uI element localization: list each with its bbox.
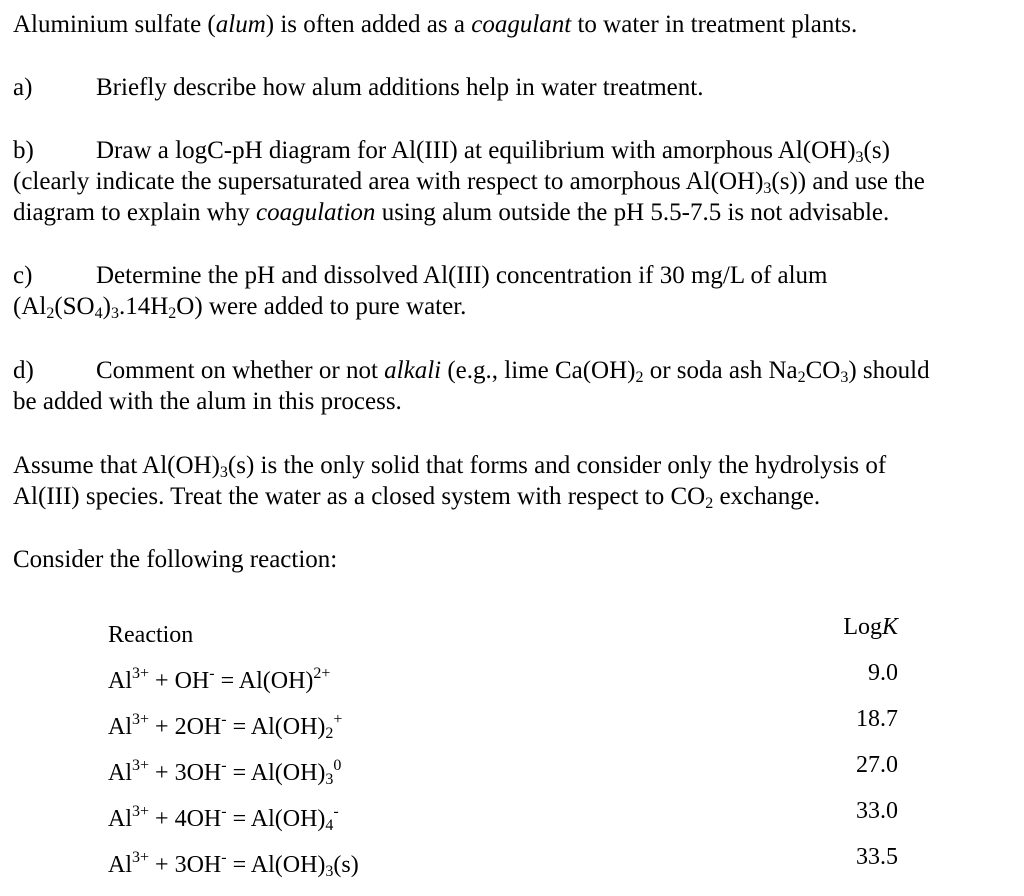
formula-part: = Al(OH) — [226, 759, 326, 786]
formula-part: + OH — [149, 667, 210, 694]
formula-part: Al — [108, 713, 132, 740]
formula-part: (SO — [54, 293, 95, 320]
question-d-text-5: ) should — [848, 357, 930, 384]
superscript: - — [221, 710, 227, 728]
reaction-equation — [108, 750, 359, 796]
assumption-text-2: (s) is the only solid that forms and consider only the hydrolysis of — [227, 452, 887, 479]
formula-part: ) — [102, 293, 111, 320]
subscript: 2 — [325, 724, 334, 742]
reaction-table — [108, 612, 898, 888]
question-b-text-1: Draw a logC-pH diagram for Al(III) at equilibrium with amorphous Al(OH) — [96, 137, 856, 164]
intro-alum: alum — [215, 11, 266, 38]
superscript: 2+ — [313, 664, 331, 682]
logk-value: 27.0 — [856, 752, 898, 778]
question-b-label: b) — [13, 137, 34, 164]
superscript: 3+ — [132, 756, 150, 774]
formula-part: = Al(OH) — [214, 667, 314, 694]
superscript: - — [221, 802, 227, 820]
question-b-coagulation: coagulation — [256, 199, 376, 226]
table-row — [108, 750, 359, 796]
superscript: 3+ — [132, 664, 150, 682]
formula-part: + 4OH — [149, 805, 222, 832]
intro-text-2: ) is often added as a — [265, 11, 472, 38]
question-d-label: d) — [13, 357, 34, 384]
formula-part: + 2OH — [149, 713, 222, 740]
superscript: 3+ — [132, 710, 150, 728]
question-b-line-1 — [13, 135, 1018, 166]
superscript: - — [221, 848, 227, 866]
question-b-line-3 — [13, 197, 1018, 228]
question-b — [13, 135, 1018, 228]
question-b-line-2 — [13, 166, 1018, 197]
question-d-text-1: Comment on whether or not — [96, 357, 385, 384]
logk-k: K — [881, 614, 898, 640]
intro-coagulant: coagulant — [471, 11, 572, 38]
formula-part: = Al(OH) — [226, 851, 326, 878]
superscript: 3+ — [132, 802, 150, 820]
assumption-line-2 — [13, 481, 1018, 512]
question-d-text-4: CO — [805, 357, 841, 384]
question-a-label: a) — [13, 74, 33, 101]
question-c-text-1: Determine the pH and dissolved Al(III) concentration if 30 mg/L of alum — [96, 262, 828, 289]
subscript: 3 — [110, 305, 119, 322]
question-c-text-2: O) were added to pure water. — [176, 293, 467, 320]
consider-text: Consider the following reaction: — [13, 546, 338, 573]
question-d-line-2 — [13, 386, 1018, 417]
reaction-column-header: Reaction — [108, 621, 194, 648]
reaction-equation — [108, 658, 359, 704]
question-d — [13, 355, 1018, 417]
question-c-label: c) — [13, 262, 33, 289]
subscript: 2 — [635, 369, 644, 386]
superscript: - — [333, 802, 339, 820]
subscript: 3 — [763, 180, 772, 197]
formula-part: = Al(OH) — [226, 713, 326, 740]
question-c-line-2 — [13, 291, 1018, 322]
reaction-table-header — [108, 612, 359, 658]
assumption-line-1 — [13, 450, 1018, 481]
table-row — [108, 842, 359, 888]
subscript: 3 — [325, 862, 334, 880]
logk-value: 18.7 — [856, 706, 898, 732]
superscript: 0 — [333, 756, 342, 774]
formula-part: = Al(OH) — [226, 805, 326, 832]
table-row — [108, 704, 359, 750]
superscript: - — [209, 664, 215, 682]
intro-text-1: Aluminium sulfate ( — [13, 11, 216, 38]
logk-column-header — [808, 612, 898, 658]
assumption-text-3: Al(III) species. Treat the water as a closed system with respect to CO — [13, 483, 706, 510]
formula-part: Al — [108, 851, 132, 878]
logk-value: 33.5 — [856, 844, 898, 870]
question-d-alkali: alkali — [384, 357, 442, 384]
intro-text-3: to water in treatment plants. — [571, 11, 858, 38]
logk-value: 9.0 — [868, 660, 898, 686]
reaction-equation — [108, 842, 359, 888]
superscript: + — [333, 710, 343, 728]
subscript: 4 — [325, 816, 334, 834]
formula-part: (s) — [333, 851, 359, 878]
question-c-line-1 — [13, 260, 1018, 291]
logk-prefix: Log — [843, 614, 882, 640]
formula-part: + 3OH — [149, 759, 222, 786]
assumption-text-1: Assume that Al(OH) — [13, 452, 220, 479]
table-row — [108, 658, 359, 704]
subscript: 3 — [219, 464, 228, 481]
formula-part: + 3OH — [149, 851, 222, 878]
formula-part: Al — [108, 667, 132, 694]
consider-heading — [13, 544, 1018, 575]
question-b-text-4: (s)) and use the — [771, 168, 925, 195]
question-d-text-3: or soda ash Na — [643, 357, 798, 384]
question-c — [13, 260, 1018, 322]
formula-part: Al — [108, 805, 132, 832]
subscript: 2 — [797, 369, 806, 386]
formula-part: Al — [108, 759, 132, 786]
subscript: 3 — [840, 369, 849, 386]
question-a-text: Briefly describe how alum additions help in water treatment. — [96, 74, 704, 101]
assumption-text-4: exchange. — [713, 483, 821, 510]
reaction-equation — [108, 704, 359, 750]
subscript: 4 — [94, 305, 103, 322]
reaction-equation — [108, 796, 359, 842]
table-row — [108, 796, 359, 842]
superscript: - — [221, 756, 227, 774]
logk-value: 33.0 — [856, 798, 898, 824]
question-b-text-6: using alum outside the pH 5.5-7.5 is not advisable. — [375, 199, 890, 226]
intro-paragraph — [13, 9, 1018, 40]
subscript: 2 — [705, 495, 714, 512]
question-b-text-5: diagram to explain why — [13, 199, 256, 226]
question-d-text-6: be added with the alum in this process. — [13, 388, 402, 415]
question-a — [13, 72, 1018, 103]
question-b-text-2: (s) — [863, 137, 890, 164]
subscript: 2 — [46, 305, 55, 322]
question-d-line-1 — [13, 355, 1018, 386]
question-b-text-3: (clearly indicate the supersaturated area with respect to amorphous Al(OH) — [13, 168, 764, 195]
subscript: 3 — [855, 149, 864, 166]
question-d-text-2: (e.g., lime Ca(OH) — [441, 357, 636, 384]
subscript: 3 — [325, 770, 334, 788]
formula-part: .14H — [118, 293, 169, 320]
assumption-paragraph — [13, 450, 1018, 512]
superscript: 3+ — [132, 848, 150, 866]
formula-part: (Al — [13, 293, 47, 320]
subscript: 2 — [168, 305, 177, 322]
